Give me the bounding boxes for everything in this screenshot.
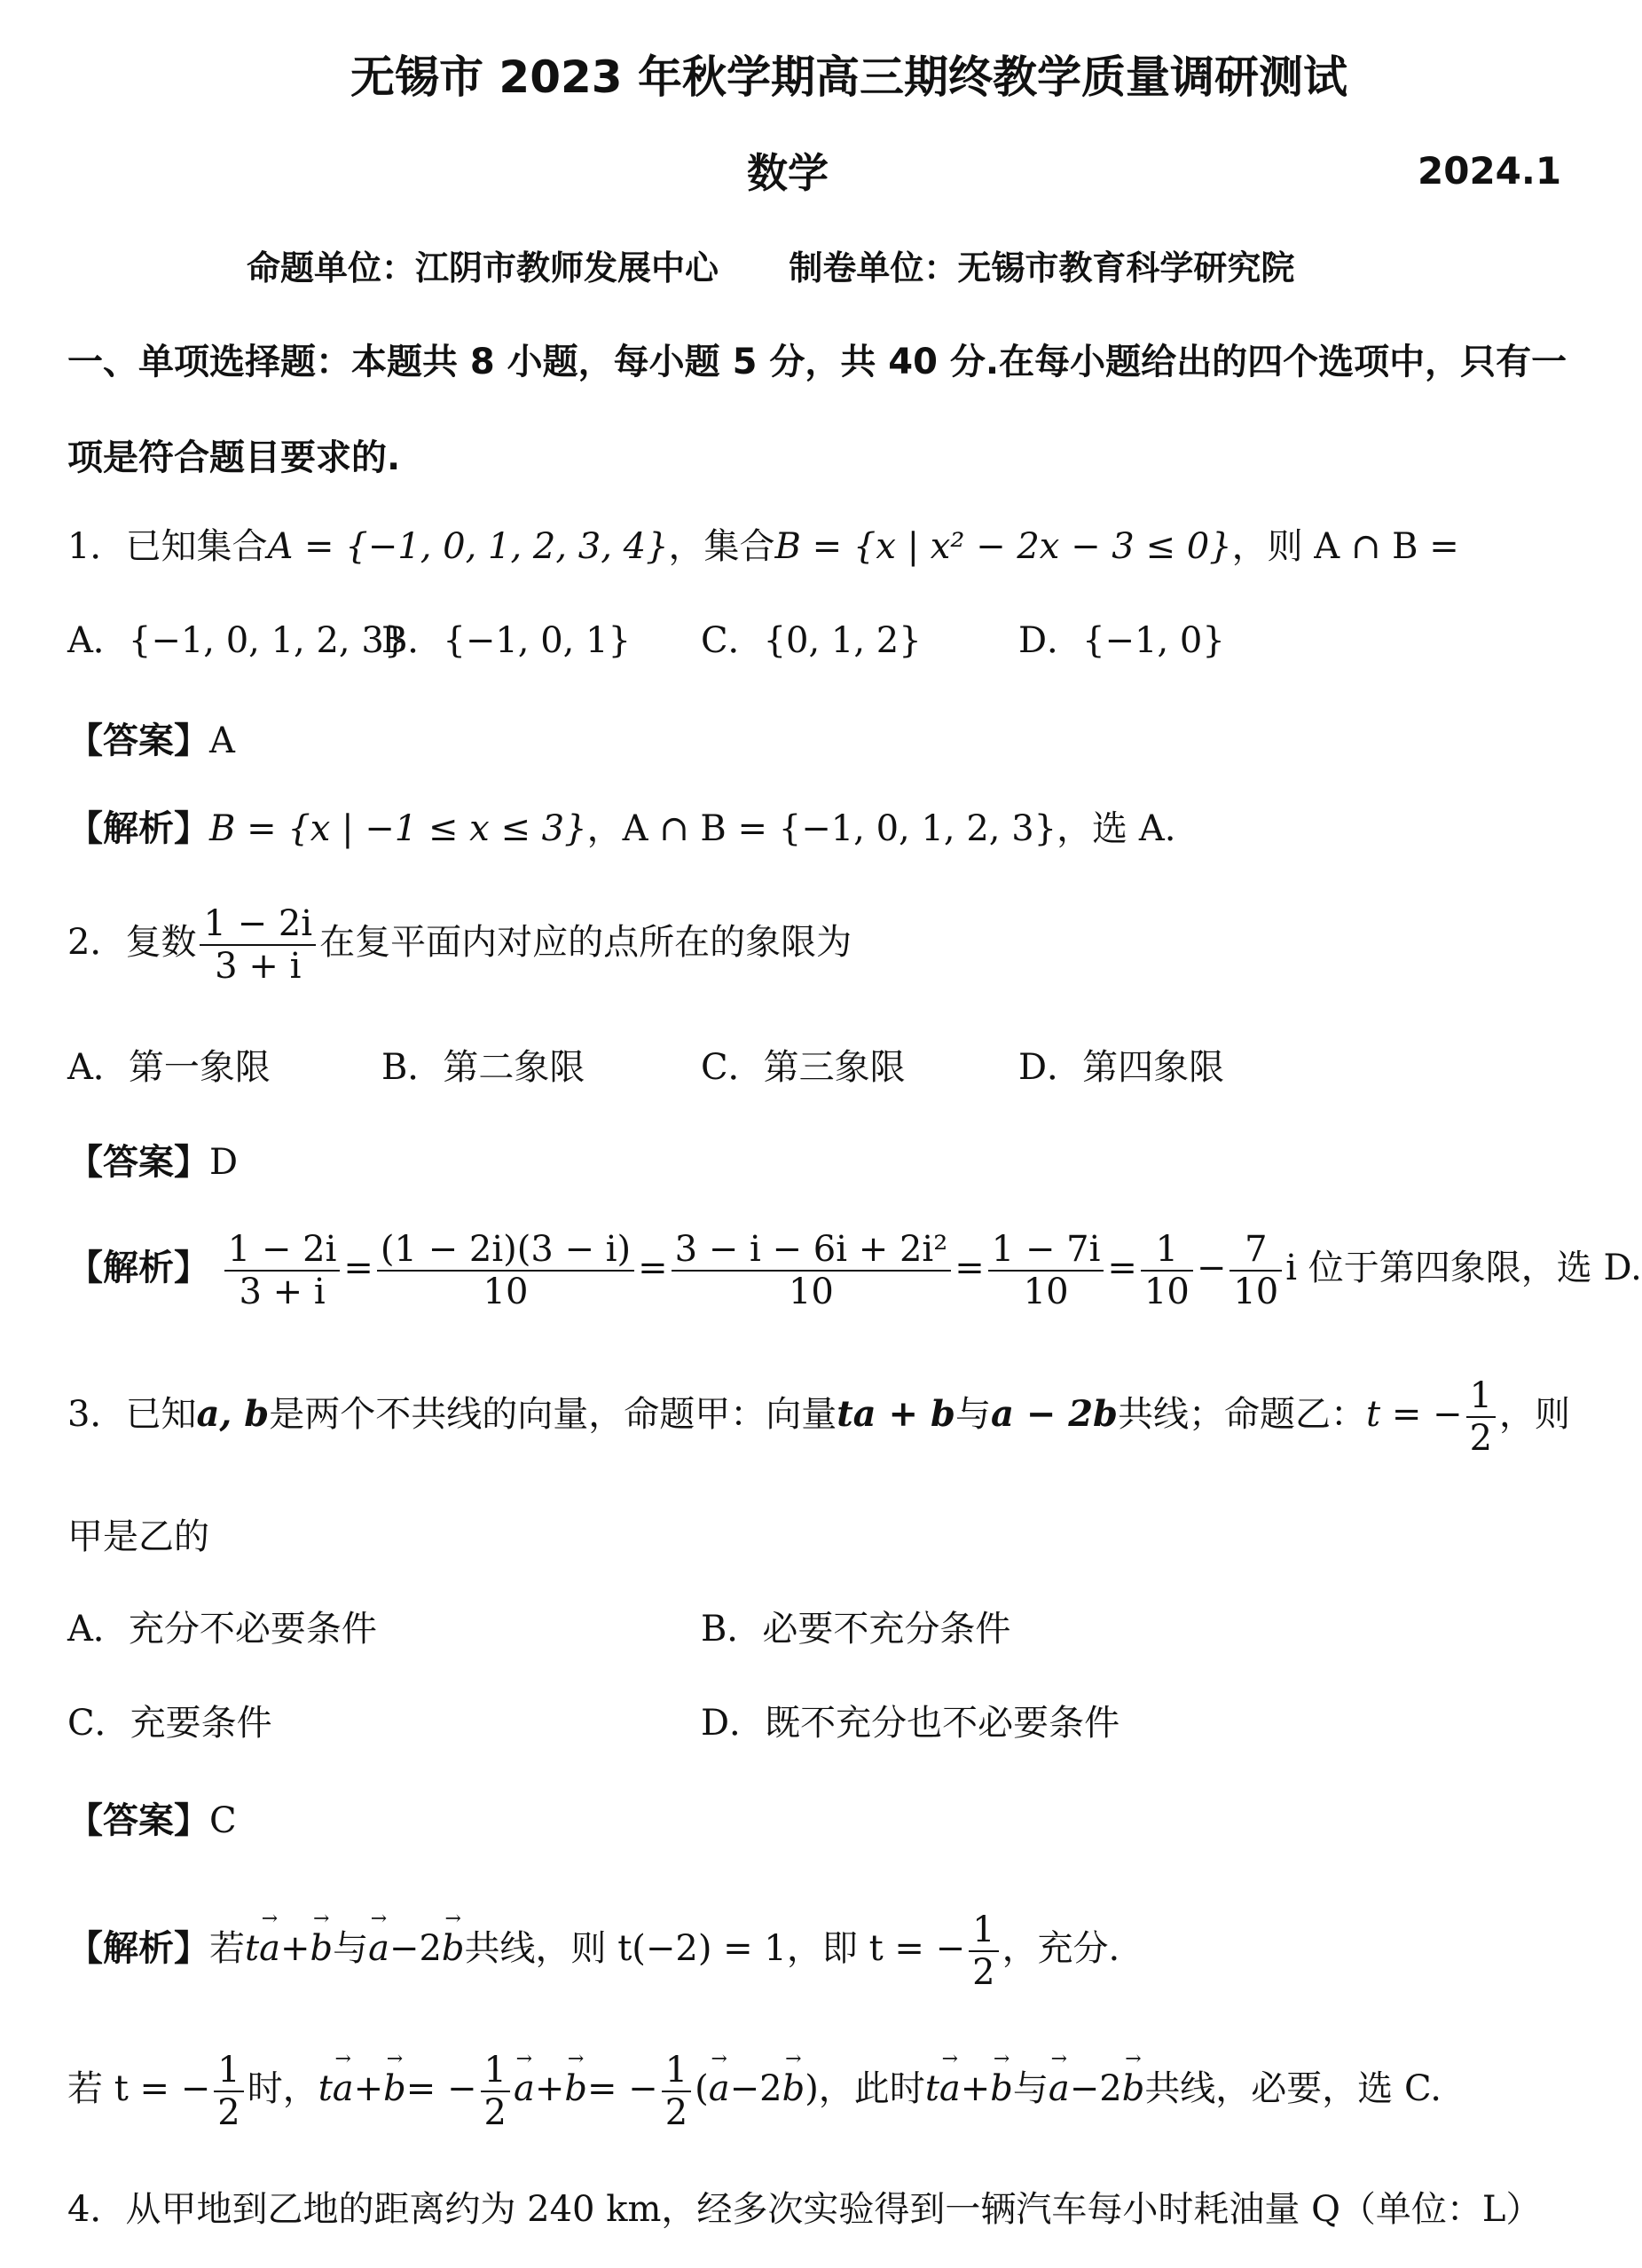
fraction-denominator: 2	[972, 1952, 995, 1993]
answer-value: C	[209, 1800, 237, 1841]
q3-analysis-part: 共线，必要，选 C.	[1144, 2068, 1442, 2109]
q3-stem-part: 是两个不共线的向量，命题甲：向量	[269, 1394, 837, 1435]
answer-label: 【答案】	[67, 721, 209, 761]
section-heading-line2: 项是符合题目要求的.	[67, 437, 401, 478]
q1-stem-part: 1．已知集合	[67, 526, 268, 567]
q3-analysis-fraction	[481, 2050, 510, 2133]
q2-answer	[67, 1142, 239, 1183]
fraction-numerator: 1	[481, 2050, 510, 2092]
q3-option-b: B．必要不充分条件	[701, 1609, 1011, 1650]
q3-analysis-part: 与	[1012, 2068, 1049, 2109]
answer-value: A	[209, 721, 235, 761]
q3-answer	[67, 1800, 237, 1841]
q2-stem-part: 在复平面内对应的点所在的象限为	[319, 922, 852, 963]
fraction-numerator: 1 − 2i	[200, 903, 316, 946]
q3-analysis-part: = −	[405, 2068, 477, 2109]
fraction-denominator: 2	[483, 2092, 507, 2133]
question-2-stem	[67, 903, 852, 987]
fraction-denominator: 10	[1143, 1272, 1190, 1312]
q2-option-b: B．第二象限	[381, 1047, 585, 1088]
q3-analysis-fraction	[662, 2050, 691, 2133]
q1-analysis-part: ，选 A.	[1057, 808, 1176, 849]
q3-analysis-line1: 【解析】若t→ a+→ b与→ a−2→ b共线，则 t(−2) = 1，即 t = − $\frac{1}{2}$ ，充分.	[67, 1910, 1120, 1993]
q2-option-d: D．第四象限	[1018, 1047, 1225, 1088]
question-1-stem	[67, 526, 1459, 567]
question-3-stem-line2: 甲是乙的	[67, 1516, 209, 1557]
fraction-denominator: 3 + i	[215, 946, 302, 987]
q3-analysis-part: +	[534, 2068, 565, 2109]
q3-analysis-part: 与	[333, 1928, 369, 1969]
q1-answer	[67, 723, 235, 759]
q2-analysis-tail: i 位于第四象限，选 D.	[1285, 1248, 1642, 1288]
q3-option-d: D．既不充分也不必要条件	[701, 1703, 1120, 1744]
fraction-numerator: 1 − 7i	[988, 1229, 1104, 1272]
exam-units: 命题单位：江阴市教师发展中心 制卷单位：无锡市教育科学研究院	[247, 248, 1295, 287]
q3-vector-expr: ta + b	[837, 1393, 955, 1435]
q3-vector-expr: a − 2b	[990, 1393, 1119, 1435]
fraction-denominator: 10	[1023, 1272, 1069, 1312]
fraction-numerator: 1	[969, 1910, 998, 1952]
exam-title: 无锡市 2023 年秋学期高三期终教学质量调研测试	[350, 51, 1347, 103]
fraction-denominator: 2	[664, 2092, 688, 2133]
q3-analysis-part: 共线，则 t(−2) = 1，即 t = −	[464, 1928, 966, 1969]
q3-analysis-part: 若	[209, 1928, 245, 1969]
fraction-denominator: 2	[217, 2092, 240, 2133]
q1-analysis	[67, 808, 1176, 849]
q2-analysis-fraction	[377, 1229, 634, 1312]
section-heading-line1: 一、单项选择题：本题共 8 小题，每小题 5 分，共 40 分.在每小题给出的四个选项中，只有一	[67, 342, 1567, 382]
q1-stem-part: ，则 A ∩ B =	[1231, 526, 1459, 567]
q1-analysis-part: B = {x | −1 ≤ x ≤ 3}	[209, 808, 587, 849]
q1-analysis-part: ，A ∩ B = {−1, 0, 1, 2, 3}	[586, 808, 1057, 849]
q3-analysis-part: (	[695, 2068, 709, 2109]
fraction-denominator: 10	[1233, 1272, 1279, 1312]
q1-set-a: A = {−1, 0, 1, 2, 3, 4}	[267, 526, 669, 567]
q3-t-value: t = −	[1366, 1394, 1463, 1435]
question-4-stem: 4．从甲地到乙地的距离约为 240 km，经多次实验得到一辆汽车每小时耗油量 Q（单位：L）	[67, 2189, 1542, 2230]
fraction-denominator: 2	[1469, 1418, 1493, 1459]
q3-option-c: C．充要条件	[67, 1703, 272, 1744]
q2-option-a: A．第一象限	[67, 1047, 271, 1088]
q3-analysis-part: ，充分.	[1002, 1928, 1120, 1969]
q2-analysis-fraction	[224, 1229, 341, 1312]
q2-analysis-fraction	[1230, 1229, 1282, 1312]
analysis-label: 【解析】	[67, 1928, 209, 1969]
fraction-denominator: 10	[788, 1272, 834, 1312]
q3-analysis-part: 若 t = −	[67, 2068, 211, 2109]
question-3-stem	[67, 1375, 1570, 1459]
q3-stem-part: ，则	[1499, 1394, 1571, 1435]
analysis-label: 【解析】	[67, 1248, 209, 1288]
fraction-numerator: 7	[1230, 1229, 1282, 1272]
q3-analysis-part: 时，	[247, 2068, 318, 2109]
fraction-numerator: 1	[1466, 1375, 1496, 1418]
q2-stem-part: 2．复数	[67, 922, 197, 963]
q2-fraction	[200, 903, 316, 987]
analysis-label: 【解析】	[67, 808, 209, 849]
fraction-numerator: 1 − 2i	[224, 1229, 341, 1272]
q3-stem-part: 3．已知	[67, 1394, 197, 1435]
q1-stem-part: ，集合	[668, 526, 775, 567]
q2-analysis-fraction	[1141, 1229, 1193, 1312]
q1-option-d: D．{−1, 0}	[1018, 620, 1225, 661]
q1-option-c: C．{0, 1, 2}	[701, 620, 922, 661]
q2-analysis-fraction	[988, 1229, 1104, 1312]
fraction-numerator: 1	[214, 2050, 243, 2092]
answer-value: D	[209, 1142, 239, 1183]
q1-option-b: B．{−1, 0, 1}	[381, 620, 632, 661]
q2-analysis: 【解析】 $\frac{1 - 2i}{3 + i}$ = $\frac{(1 - 2i)(3 - i)}{10}$ = $\frac{\text{3 − i − 6i + 2i²}}{10}$ = $\frac{1 - 7i}{10}$ = $\frac{1}{10}$ − $\frac{7}{10}$ i 位于第四象限，选 D.	[67, 1229, 1642, 1312]
fraction-denominator: 10	[483, 1272, 529, 1312]
exam-date: 2024.1	[1418, 149, 1562, 193]
q2-option-c: C．第三象限	[701, 1047, 906, 1088]
q3-analysis-fraction	[969, 1910, 998, 1993]
q3-option-a: A．充分不必要条件	[67, 1609, 377, 1650]
q1-option-a: A．{−1, 0, 1, 2, 3}	[67, 620, 407, 661]
q3-half-fraction	[1466, 1375, 1496, 1459]
answer-label: 【答案】	[67, 1800, 209, 1841]
fraction-numerator: 1	[662, 2050, 691, 2092]
fraction-numerator: 3 − i − 6i + 2i²	[672, 1229, 952, 1272]
q3-vectors: a, b	[196, 1393, 270, 1435]
answer-label: 【答案】	[67, 1142, 209, 1183]
q3-stem-part: 共线；命题乙：	[1118, 1394, 1367, 1435]
q1-set-b: B = {x | x² − 2x − 3 ≤ 0}	[774, 526, 1232, 567]
fraction-numerator: (1 − 2i)(3 − i)	[377, 1229, 634, 1272]
fraction-denominator: 3 + i	[239, 1272, 326, 1312]
q3-stem-part: 与	[955, 1394, 991, 1435]
q3-analysis-fraction	[214, 2050, 243, 2133]
q3-analysis-part: )，此时	[805, 2068, 925, 2109]
q3-analysis-line2: 若 t = − $\frac{1}{2}$ 时，t→ a+→ b= − $\frac{1}{2}$ → a+→ b= − $\frac{1}{2}$ (→ a−2→ b)，此时t→ a+→ b与→ a−2→ b共线，必要，选 C.	[67, 2050, 1442, 2133]
q3-analysis-part: = −	[586, 2068, 658, 2109]
subject-title: 数学	[747, 149, 829, 197]
q2-analysis-fraction	[672, 1229, 952, 1312]
fraction-numerator: 1	[1141, 1229, 1193, 1272]
